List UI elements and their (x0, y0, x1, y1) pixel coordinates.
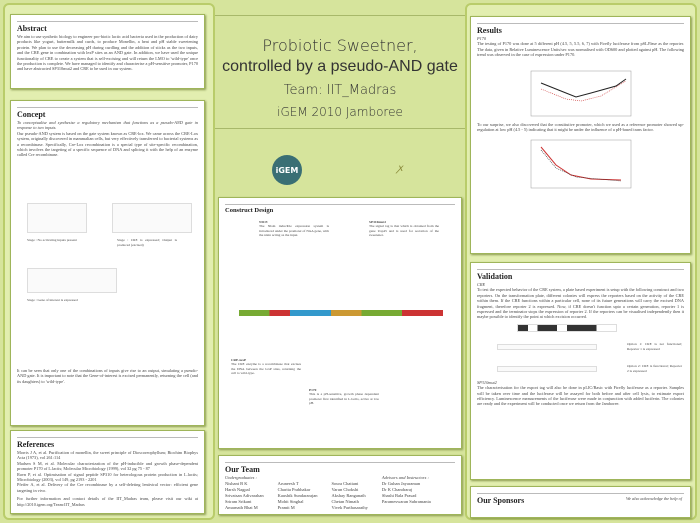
option-2-label: Option 2: CRE is functional; Reporter 2 is expressed (627, 363, 682, 374)
team-col-1: Undergraduates : Nishant B K Harsh Nagpal Srivatsan Adivarahan Sriram Srikant Amarnath Bhat M (225, 475, 264, 510)
construct-panel (218, 197, 462, 449)
divider (215, 128, 465, 129)
references-heading: References (17, 437, 198, 449)
poster-title-line2: controlled by a pseudo-AND gate (222, 58, 458, 75)
concept-text: Our pseudo-AND system is based on the gate system known as CRE-lox. We came across the CRE-Lox system, originally discovered in mammalian cells, but very effectively transferred to bacterial systems as a recombinase. Specifically, Cre-Lox recombination is a special type of site-specific recombination, which involves the targeting of a specific sequence of DNA and splicing it with the help of an enzyme called Cre recombinase. (17, 130, 198, 158)
poster-title-line1: Probiotic Sweetner, (262, 36, 418, 55)
results-heading: Results (477, 23, 684, 35)
caption: Stage : Gene of interest is expressed (27, 297, 78, 302)
callout-nice: NICE The Nisin inducible expression system is introduced under the promoter of NisA gene, with the nisin acting as the input. (259, 220, 329, 237)
results-text: The testing of P170 was done at 5 different pH (4.5, 5, 5.5, 6, 7) with Firefly luciferase from pSLJ9ase as the reporter. The data, given in Relative Luminescence Units/sec was normalised with OD600 and plotted against pH. The following trend was observed in the case of expression under P170. (477, 41, 684, 58)
results-text-2: To our surprise, we also discovered that the constitutive promoter, which we used as a reference promoter showed up-regulation at low pH (4.5 - 5) indicating that it might be under the influence of a pH-based trans factor. (477, 121, 684, 133)
construct-heading: Construct Design (225, 204, 455, 214)
results-chart-p170 (521, 61, 641, 119)
caption: Stage : CRE is expressed; Output is produced (excised) (117, 237, 177, 248)
team-advisors: Advisors and Instructors : Dr Guhan Jayaraman Dr K Chandraraj Shashi Bala Prasad Parameswaran Subramania (381, 475, 431, 504)
divider (215, 15, 465, 16)
wiki-link[interactable]: For further information and contact details of the IIT_Madras team, please visit our wiki at http://2010.igem.org/Team:IIT_Madras (17, 496, 198, 507)
results-subheading: P170 (477, 36, 487, 41)
caption: Stage : No activating inputs present (27, 237, 77, 242)
concept-footer: It can be seen that only one of the combinations of inputs give rise to an output, simulating a pseudo-AND gate. It is important to note that the Gene-of-interest is excised permanently, returning the cell (and its daughters) to 'wild-type'. (17, 367, 198, 384)
concept-panel (10, 100, 205, 426)
option-1-bar (497, 344, 597, 350)
validation-panel (470, 262, 691, 480)
concept-heading: Concept (17, 107, 198, 119)
sponsors-panel (470, 486, 691, 518)
validation-text: To test the expected behavior of the CRE system, a plate based experiment is setup with the following construct and two reporters. On the transformation plate, different colonies will express the reporters based on the activity of the CRE within them. If the CRE functions within a particular cell, none of its future generations will carry the excised DNA fragment, therefore reporter 2 is expressed. Now, if CRE doesn't function upto a certain generation, reporter 1 is expressed and the terminator stops the expression of reporter 2. If the reporters can be visualised independently then it maybe possible to identify the point at which excision occurred. (477, 287, 684, 320)
sponsors-thanks: We also acknowledge the help of (625, 496, 682, 501)
igem-logo: iGEM (272, 155, 302, 185)
team-col-2: Aruneesh T Charita Prabhakar Kaushik Sundararajan Mohit Singhal Pramit M (277, 481, 318, 510)
concept-intro: To conceptualise and synthesise a regulatory mechanism that functions as a pseudo-AND gate in response to two inputs. (17, 120, 198, 131)
reference-item: Pfeifer A, et al. Delivery of the Cre recombinase by a self-deleting lentiviral vector: efficient gene targeting in vivo. (17, 482, 198, 493)
iitm-logo: ꭗ (397, 163, 403, 174)
validation-heading: Validation (477, 269, 684, 281)
reference-item: Ravn P, et al. Optimisation of signal peptide SP310 for heterologous protein production in L.lactis; Microbiology (2003), vol 149, pg 2193 - 2201 (17, 471, 198, 483)
sponsors-heading: Our Sponsors (477, 493, 684, 505)
validation-subheading: CRE (477, 282, 486, 287)
diagram-stage-3 (27, 268, 117, 293)
diagram-stage-2 (112, 203, 192, 233)
construct-plasmid-bar (239, 310, 443, 316)
callout-cre-loxp: CRE-loxP The CRE enzyme is a recombinase that excises the DNA between the loxP sites, returning the cell to wild-type. (231, 358, 301, 375)
option-2-bar (497, 366, 597, 372)
abstract-heading: Abstract (17, 21, 198, 33)
team-panel (218, 455, 462, 515)
team-col-3: Soura Chattani Varun Chokshi Akshay Ranganath Chetan Nimath Vivek Parthasarathy (331, 481, 368, 510)
validation-diagram (477, 320, 684, 380)
team-heading: Our Team (225, 462, 455, 474)
results-panel (470, 16, 691, 254)
callout-p170: P170 This is a pH-sensitive, growth phase dependent promoter first identified in L.lactis, active at low pH. (309, 388, 379, 405)
concept-diagram (17, 158, 198, 368)
abstract-text: We aim to use synthetic biology to engineer pro-biotic lactic acid bacteria used in the production of dairy products like yogurt, buttermilk and curds, to produce Monellin, a heat and pH stable sweetening protein. We plan to use the decreasing pH during curdling and the addition of sticks as the two inputs, and the CRE gene in combination with lexP sites as an AND gate. In addition, we have used the unique functionality of CRE to create a system that is self-excising and will return the LMO to 'wild-type' once the production is complete. We have managed to identify and characterise a pH-sensitive promoter, P170 and have abstracted SP310mut2 and CRE to be used in our system. (17, 34, 198, 72)
callout-sp310: SP310mut2 The signal tag is that which is obtained from the gene Usp45 and is used for secretion of the sweetener. (369, 220, 439, 237)
team-name: Team: IIT_Madras (283, 83, 397, 98)
reference-item: Madsen S M, et al. Molecular characterization of the pH-inducible and growth phase-dependent promoter P170 of L.lactis; Molecular Microbiology (1999), vol 32 pg 75 - 87 (17, 460, 198, 472)
reference-item: Morris J A, et al. Purification of monellin, the sweet principle of Dioscoreophyllum; Biochim Biophys Acta (1973), vol 261:114 (17, 450, 198, 461)
references-panel (10, 430, 205, 514)
diagram-stage-1 (27, 203, 87, 233)
option-1-label: Option 1: CRE is not functional; Reporter 1 is expressed (627, 341, 682, 352)
results-chart-reference (521, 135, 641, 193)
event-name: iGEM 2010 Jamboree (277, 105, 403, 119)
validation-subheading-2: SP310mut2 (477, 379, 497, 385)
validation-text-2: The characterisation for the export tag will also be done in pLIC/Basic with Firefly luciferase as a reporter. Samples will be taken over time and the luciferase will be assayed for both before and after cell lysis, to estimate export efficiency. Luminescence measurements of the luciferase were made in conjunction with added luciferin. The colonies are ready and the experiment will be conducted once we return from the Jamboree. (477, 385, 684, 407)
abstract-panel (10, 14, 205, 89)
construct-bar (517, 324, 617, 332)
